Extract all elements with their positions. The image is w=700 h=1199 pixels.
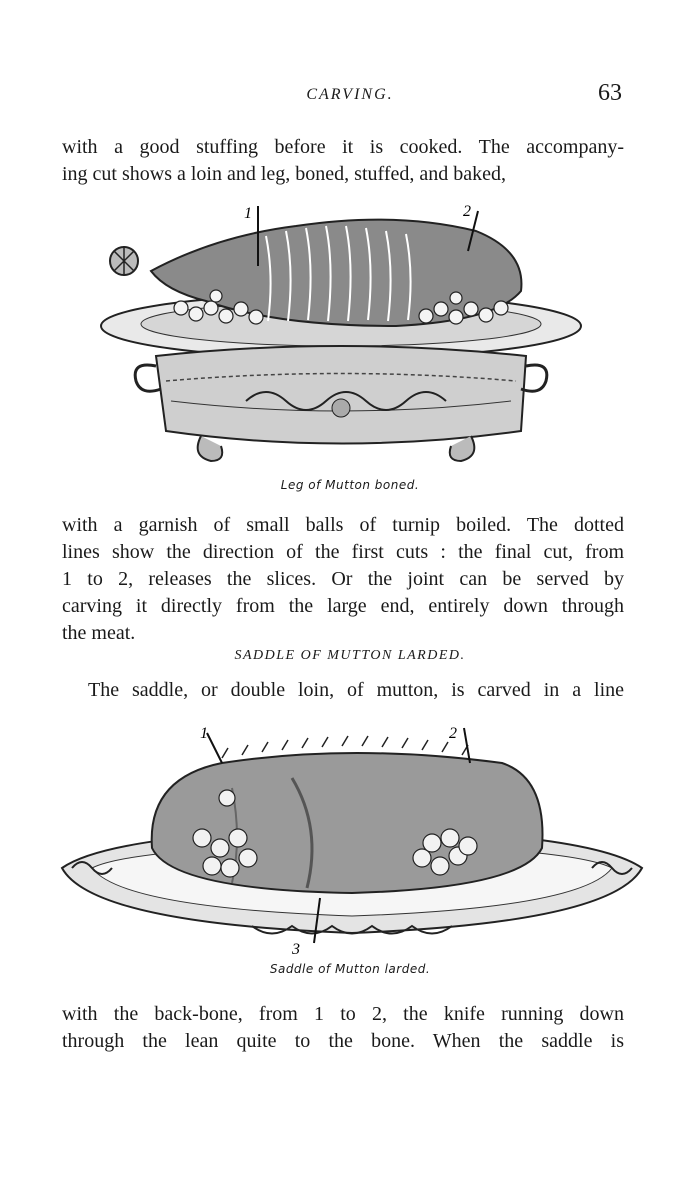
paragraph-4-line: with the back-bone, from 1 to 2, the knife running down (62, 1003, 624, 1025)
figure-2-marker-3: 3 (292, 941, 300, 958)
paragraph-2-line: carving it directly from the large end, entirely down through (62, 595, 624, 617)
figure-1-caption: Leg of Mutton boned. (280, 478, 420, 492)
leg-of-mutton-engraving (96, 196, 596, 471)
saddle-of-mutton-illustration (52, 718, 652, 963)
paragraph-1-line: ing cut shows a loin and leg, boned, stuffed, and baked, (62, 163, 506, 185)
paragraph-2-line: lines show the direction of the first cuts : the final cut, from (62, 541, 624, 563)
page-number: 63 (598, 80, 622, 106)
paragraph-3-line: The saddle, or double loin, of mutton, is carved in a line (88, 679, 624, 701)
paragraph-4-line: through the lean quite to the bone. When the saddle is (62, 1030, 624, 1052)
figure-1-marker-1: 1 (244, 205, 252, 222)
paragraph-2-line: the meat. (62, 622, 136, 644)
figure-2-marker-1: 1 (200, 725, 208, 742)
paragraph-2 (62, 512, 624, 647)
saddle-of-mutton-engraving (52, 718, 652, 963)
paragraph-4 (62, 1001, 624, 1055)
paragraph-2-line: 1 to 2, releases the slices. Or the joint can be served by (62, 568, 624, 590)
figure-2-marker-2: 2 (449, 725, 457, 742)
paragraph-1 (62, 134, 624, 188)
leg-of-mutton-illustration (96, 196, 596, 471)
figure-1-marker-2: 2 (463, 203, 471, 220)
paragraph-2-line: with a garnish of small balls of turnip boiled. The dotted (62, 514, 624, 536)
paragraph-1-line: with a good stuffing before it is cooked. The accompany- (62, 136, 624, 158)
running-title: CARVING. (306, 86, 394, 103)
section-heading: SADDLE OF MUTTON LARDED. (234, 648, 466, 663)
figure-2-caption: Saddle of Mutton larded. (269, 962, 431, 976)
